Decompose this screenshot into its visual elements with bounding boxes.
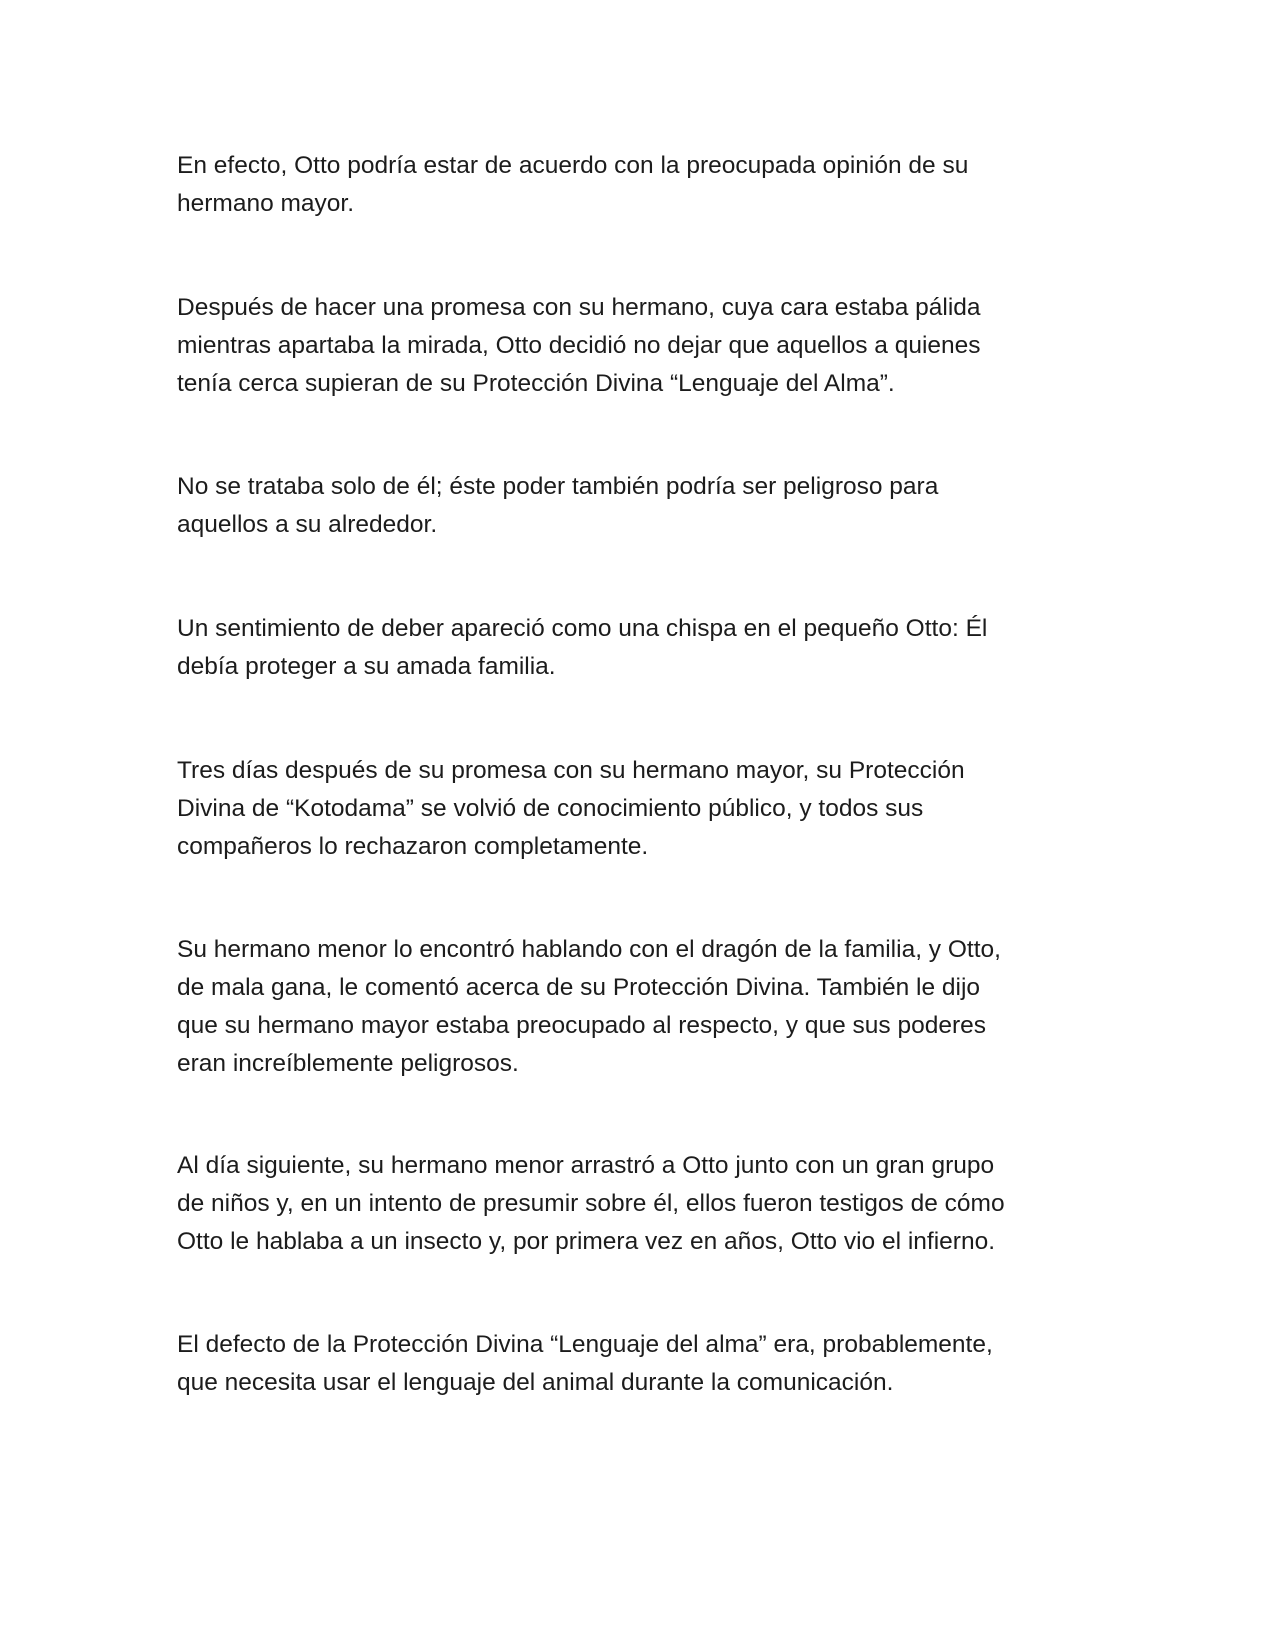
paragraph-3: No se trataba solo de él; éste poder también podría ser peligroso para aquellos a su alrededor.	[177, 473, 939, 538]
paragraph-5: Tres días después de su promesa con su hermano mayor, su Protección Divina de “Kotodama” se volvió de conocimiento público, y todos sus compañeros lo rechazaron completamente.	[177, 757, 965, 860]
paragraph-8: El defecto de la Protección Divina “Lenguaje del alma” era, probablemente, que necesita usar el lenguaje del animal durante la comunicación.	[177, 1331, 993, 1396]
paragraph-6: Su hermano menor lo encontró hablando con el dragón de la familia, y Otto, de mala gana, le comentó acerca de su Protección Divina. También le dijo que su hermano mayor estaba preocupado al respecto, y que sus poderes eran increíblemente peligrosos.	[177, 936, 1001, 1077]
paragraph-2: Después de hacer una promesa con su hermano, cuya cara estaba pálida mientras apartaba la mirada, Otto decidió no dejar que aquellos a quienes tenía cerca supieran de su Protección Divina “Lenguaje del Alma”.	[177, 294, 981, 397]
paragraph-4: Un sentimiento de deber apareció como una chispa en el pequeño Otto: Él debía proteger a su amada familia.	[177, 615, 988, 680]
paragraph-7: Al día siguiente, su hermano menor arrastró a Otto junto con un gran grupo de niños y, en un intento de presumir sobre él, ellos fueron testigos de cómo Otto le hablaba a un insecto y, por primera vez en años, Otto vio el infierno.	[177, 1152, 1005, 1255]
paragraph-1: En efecto, Otto podría estar de acuerdo con la preocupada opinión de su hermano mayor.	[177, 152, 969, 217]
